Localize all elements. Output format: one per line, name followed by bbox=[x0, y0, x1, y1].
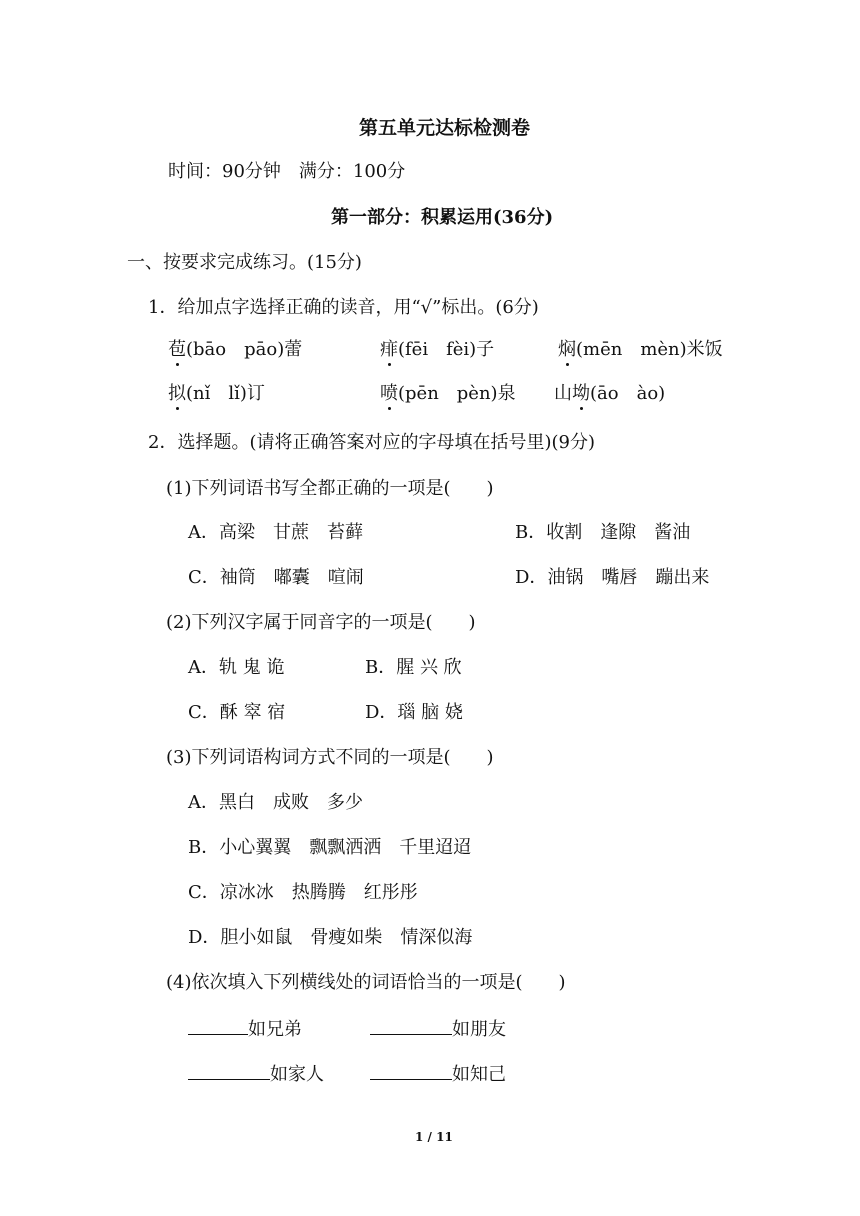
option-d: D．油锅 嘴唇 蹦出来 bbox=[515, 567, 710, 588]
part-heading: 第一部分：积累运用(36分) bbox=[331, 207, 554, 228]
answer-blank[interactable] bbox=[188, 1016, 248, 1035]
question-2-prompt: 2．选择题。(请将正确答案对应的字母填在括号里)(9分) bbox=[148, 432, 595, 453]
sub-question-stem: (2)下列汉字属于同音字的一项是( ) bbox=[166, 612, 476, 633]
pinyin-options: (pēn pèn)泉 bbox=[398, 383, 516, 404]
pinyin-options: (mēn mèn)米饭 bbox=[576, 339, 723, 360]
option-d: D．胆小如鼠 骨瘦如柴 情深似海 bbox=[188, 927, 473, 948]
pinyin-item bbox=[558, 338, 723, 362]
option-b: B．小心翼翼 飘飘洒洒 千里迢迢 bbox=[188, 837, 472, 858]
fill-blank-item bbox=[188, 1016, 302, 1042]
dotted-char: 拟 bbox=[168, 383, 186, 404]
pinyin-options: (fēi fèi)子 bbox=[398, 339, 495, 360]
option-c: C．酥 窣 宿 bbox=[188, 702, 286, 723]
fill-blank-item bbox=[370, 1016, 506, 1042]
page-number: 1 / 11 bbox=[415, 1130, 453, 1144]
page-title: 第五单元达标检测卷 bbox=[359, 117, 531, 139]
sub-question-stem: (4)依次填入下列横线处的词语恰当的一项是( ) bbox=[166, 972, 566, 993]
fill-blank-item bbox=[188, 1061, 324, 1087]
option-c: C．袖筒 嘟囊 喧闹 bbox=[188, 567, 364, 588]
pinyin-options: (nǐ lǐ)订 bbox=[186, 383, 265, 404]
fill-blank-item bbox=[370, 1061, 506, 1087]
option-d: D．瑙 脑 娆 bbox=[365, 702, 463, 723]
plain-char: 山 bbox=[554, 383, 572, 404]
dotted-char: 坳 bbox=[572, 383, 590, 404]
dotted-char: 痱 bbox=[380, 339, 398, 360]
option-a: A．轨 鬼 诡 bbox=[188, 657, 285, 678]
answer-blank[interactable] bbox=[370, 1061, 452, 1080]
pinyin-item bbox=[554, 382, 665, 406]
pinyin-item bbox=[380, 382, 516, 406]
option-c: C．凉冰冰 热腾腾 红彤彤 bbox=[188, 882, 418, 903]
answer-blank[interactable] bbox=[188, 1061, 270, 1080]
sub-question-stem: (1)下列词语书写全都正确的一项是( ) bbox=[166, 478, 494, 499]
pinyin-item bbox=[168, 382, 265, 406]
exam-meta: 时间：90分钟 满分：100分 bbox=[168, 161, 406, 182]
fill-text: 如兄弟 bbox=[248, 1019, 302, 1040]
answer-blank[interactable] bbox=[370, 1016, 452, 1035]
pinyin-options: (bāo pāo)蕾 bbox=[186, 339, 303, 360]
pinyin-item bbox=[380, 338, 494, 362]
fill-text: 如朋友 bbox=[452, 1019, 506, 1040]
question-1-prompt: 1．给加点字选择正确的读音，用“√”标出。(6分) bbox=[148, 297, 539, 318]
fill-text: 如家人 bbox=[270, 1064, 324, 1085]
dotted-char: 苞 bbox=[168, 339, 186, 360]
pinyin-item bbox=[168, 338, 302, 362]
fill-text: 如知己 bbox=[452, 1064, 506, 1085]
dotted-char: 焖 bbox=[558, 339, 576, 360]
dotted-char: 喷 bbox=[380, 383, 398, 404]
pinyin-options: (āo ào) bbox=[590, 383, 666, 404]
option-b: B．腥 兴 欣 bbox=[365, 657, 462, 678]
option-a: A．黑白 成败 多少 bbox=[188, 792, 363, 813]
option-b: B．收割 逢隙 酱油 bbox=[515, 522, 691, 543]
option-a: A．高梁 甘蔗 苔藓 bbox=[188, 522, 363, 543]
section-heading: 一、按要求完成练习。(15分) bbox=[127, 252, 362, 273]
sub-question-stem: (3)下列词语构词方式不同的一项是( ) bbox=[166, 747, 494, 768]
